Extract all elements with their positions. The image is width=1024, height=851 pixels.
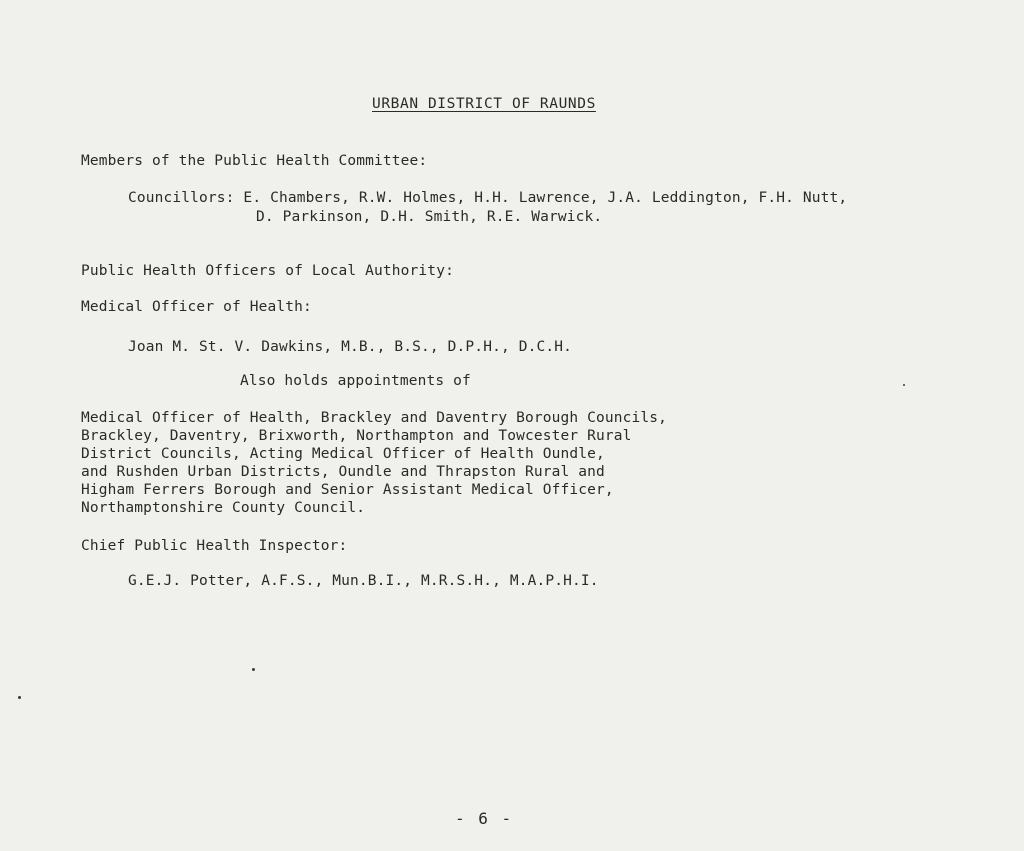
appointment-line: Brackley, Daventry, Brixworth, Northampton and Towcester Rural	[81, 428, 632, 444]
councillors-line-2: D. Parkinson, D.H. Smith, R.E. Warwick.	[256, 209, 603, 225]
page-number: - 6 -	[455, 809, 514, 828]
appointment-line: District Councils, Acting Medical Officer of Health Oundle,	[81, 446, 605, 462]
appointment-line: and Rushden Urban Districts, Oundle and Thrapston Rural and	[81, 464, 605, 480]
officers-label: Public Health Officers of Local Authority:	[81, 263, 454, 279]
moh-label: Medical Officer of Health:	[81, 299, 312, 315]
appointment-line: Higham Ferrers Borough and Senior Assistant Medical Officer,	[81, 482, 614, 498]
councillors-line-1: Councillors: E. Chambers, R.W. Holmes, H.H. Lawrence, J.A. Leddington, F.H. Nutt,	[128, 190, 848, 206]
appointment-line: Medical Officer of Health, Brackley and Daventry Borough Councils,	[81, 410, 668, 426]
cphi-name: G.E.J. Potter, A.F.S., Mun.B.I., M.R.S.H., M.A.P.H.I.	[128, 573, 599, 589]
document-heading: URBAN DISTRICT OF RAUNDS	[372, 96, 596, 112]
committee-label: Members of the Public Health Committee:	[81, 153, 428, 169]
appointments-label: Also holds appointments of	[240, 373, 471, 389]
appointment-line: Northamptonshire County Council.	[81, 500, 366, 516]
scan-speck	[18, 696, 21, 699]
cphi-label: Chief Public Health Inspector:	[81, 538, 348, 554]
scan-speck	[252, 668, 255, 671]
scan-speck	[903, 384, 905, 386]
moh-name: Joan M. St. V. Dawkins, M.B., B.S., D.P.H., D.C.H.	[128, 339, 572, 355]
